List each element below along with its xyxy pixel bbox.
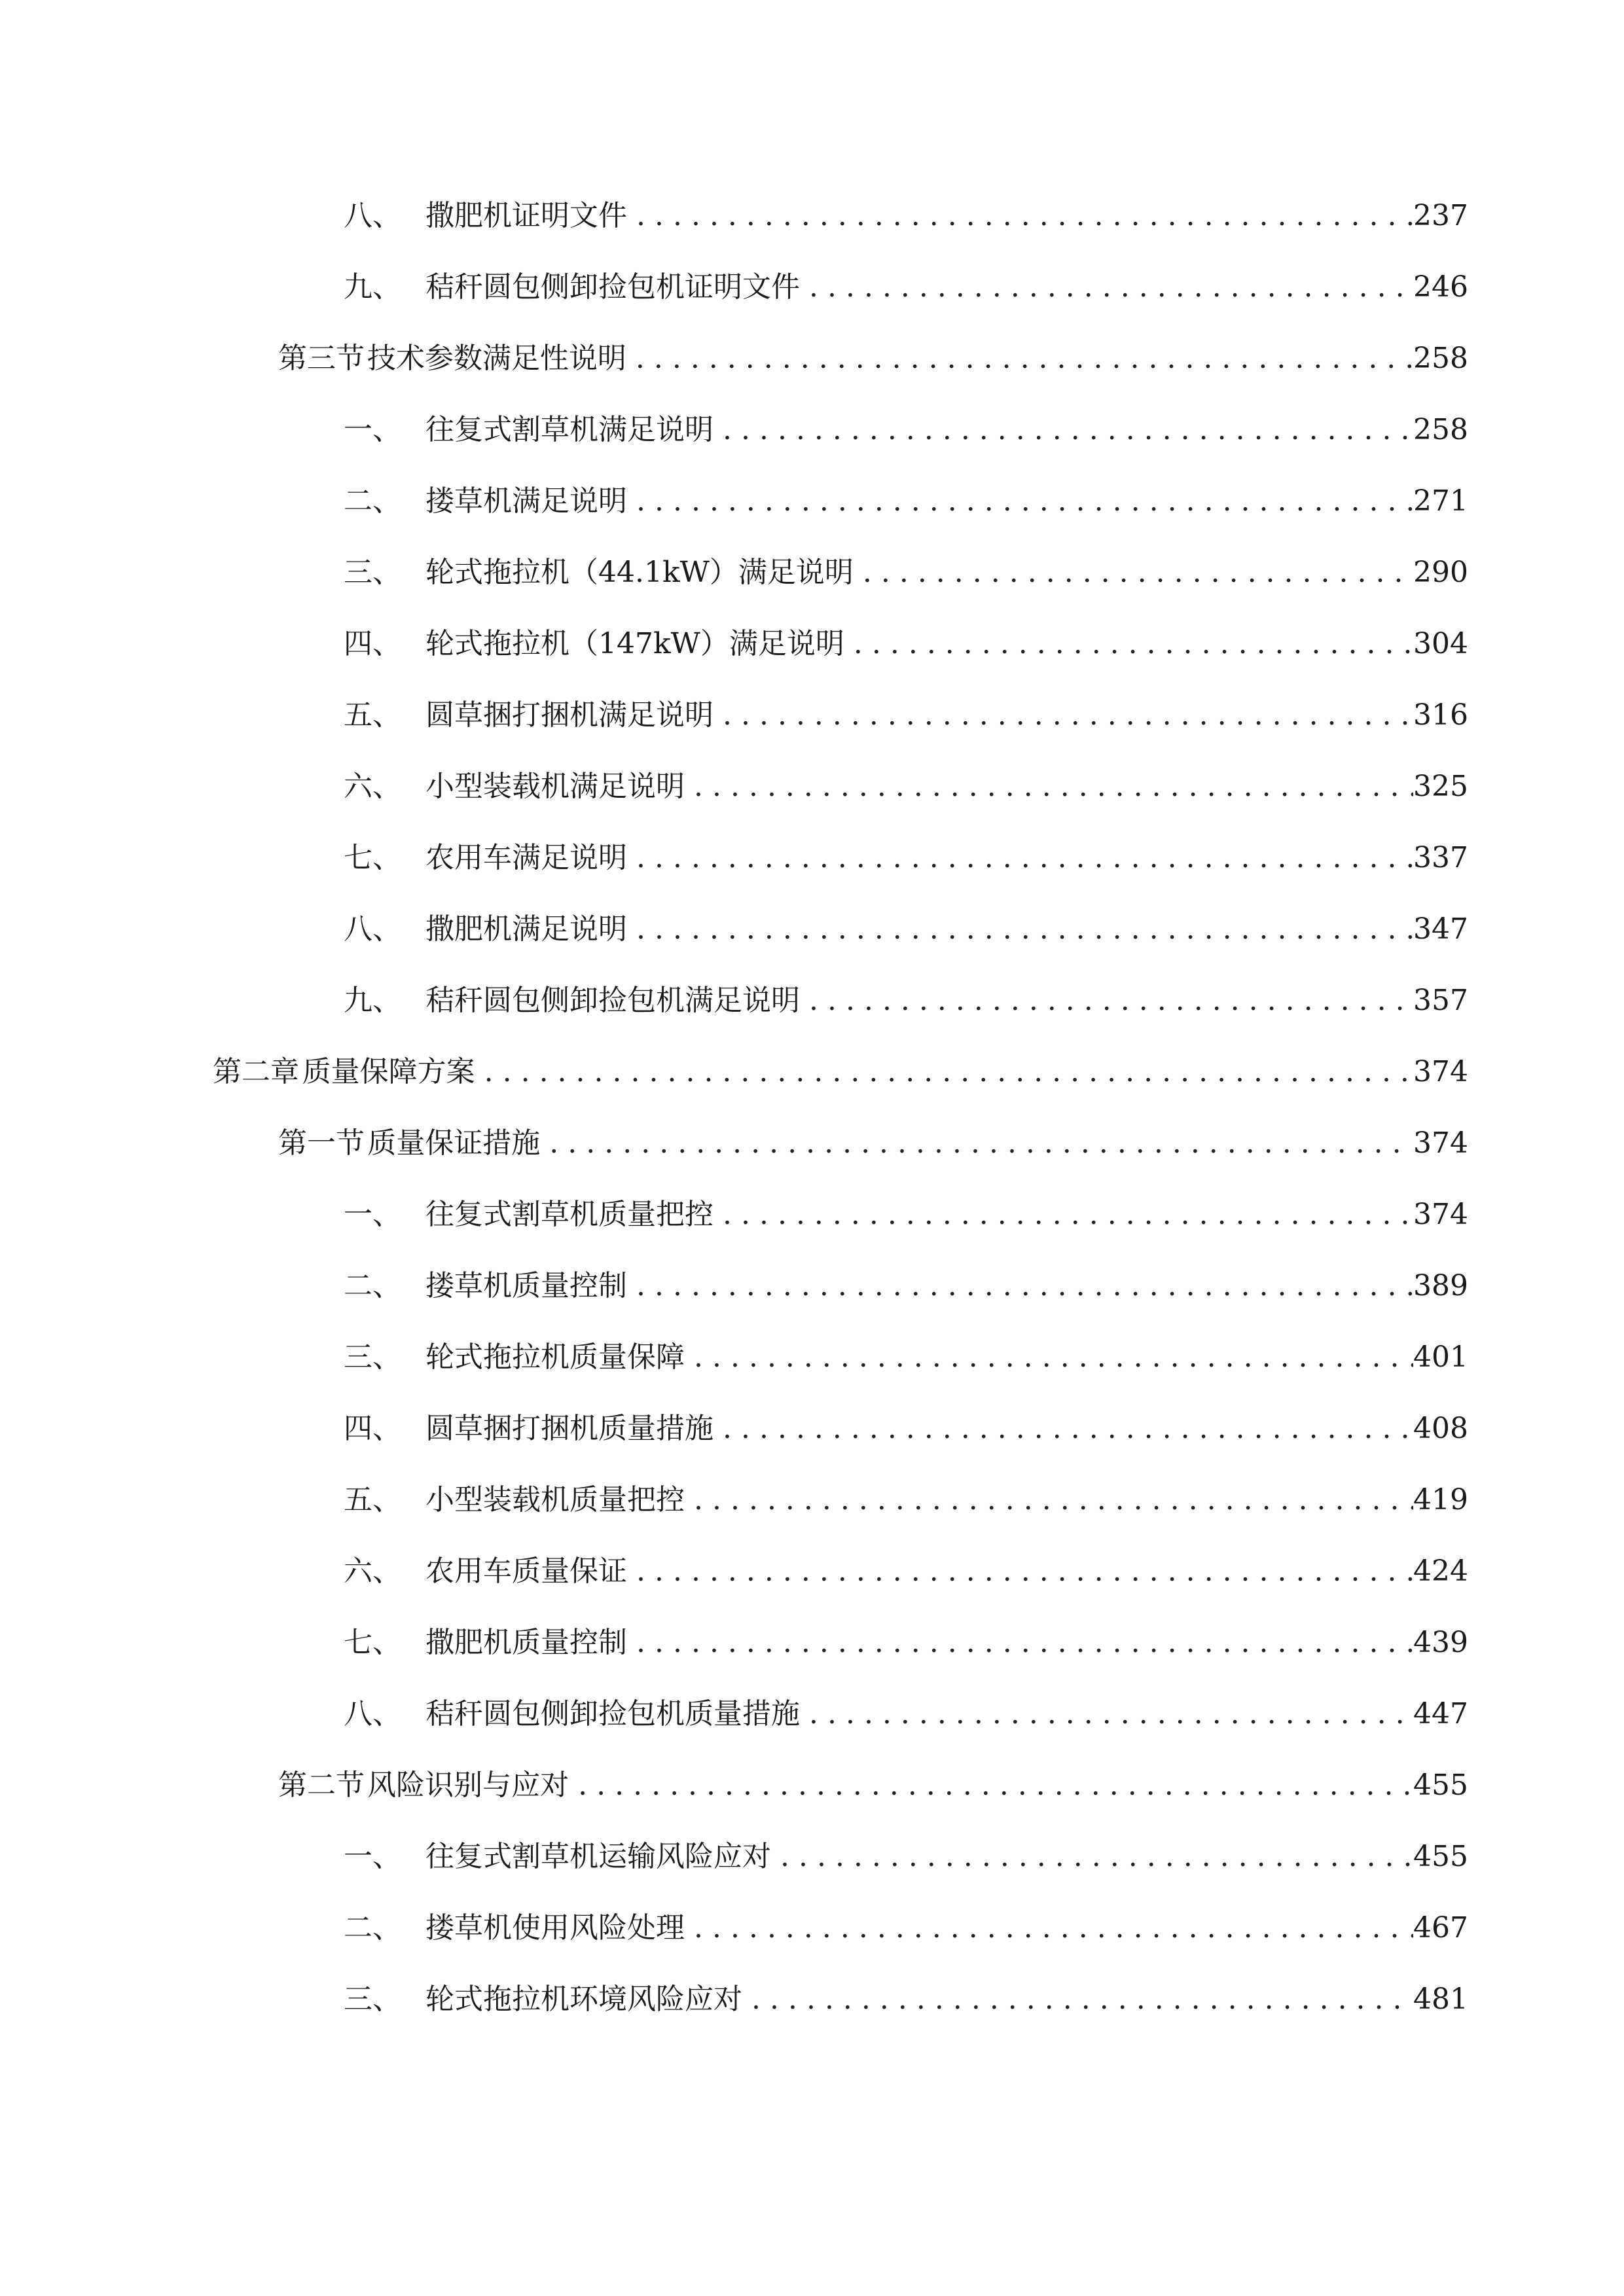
toc-entry[interactable]	[344, 550, 1468, 596]
toc-entry-page: 290	[1413, 556, 1468, 589]
toc-entry-page: 401	[1413, 1340, 1468, 1374]
toc-entry-title: 搂草机质量控制	[425, 1269, 627, 1302]
toc-entry-title: 撒肥机质量控制	[425, 1626, 627, 1659]
toc-entry-title: 搂草机满足说明	[425, 484, 627, 518]
toc-entry[interactable]	[344, 1905, 1468, 1951]
toc-entry-page: 246	[1413, 270, 1468, 304]
toc-entry-number: 三、	[344, 1982, 401, 2016]
toc-leader-dots	[636, 478, 1413, 524]
toc-entry-page: 258	[1413, 342, 1468, 375]
toc-entry-title: 轮式拖拉机环境风险应对	[425, 1982, 742, 2016]
toc-entry-title: 轮式拖拉机质量保障	[425, 1340, 685, 1374]
toc-entry[interactable]	[344, 264, 1468, 310]
toc-entry-title: 风险识别与应对	[367, 1768, 569, 1802]
toc-entry-number: 三、	[344, 556, 401, 589]
toc-entry-title: 小型装载机满足说明	[425, 770, 685, 803]
toc-entry-page: 467	[1413, 1911, 1468, 1945]
toc-entry[interactable]	[344, 478, 1468, 524]
toc-leader-dots	[809, 978, 1413, 1024]
toc-entry[interactable]	[344, 1549, 1468, 1594]
toc-entry[interactable]	[344, 1691, 1468, 1737]
toc-entry-number: 第二章	[213, 1055, 299, 1088]
toc-entry-number: 一、	[344, 413, 401, 446]
toc-entry-number: 五、	[344, 1483, 401, 1516]
toc-leader-dots	[780, 1834, 1413, 1880]
toc-entry-page: 374	[1413, 1198, 1468, 1231]
toc-entry-number: 二、	[344, 484, 401, 518]
toc-entry-page: 447	[1413, 1697, 1468, 1731]
toc-entry-number: 三、	[344, 1340, 401, 1374]
toc-entry-page: 304	[1413, 627, 1468, 660]
toc-entry-title: 往复式割草机质量把控	[425, 1198, 713, 1231]
toc-entry[interactable]	[278, 336, 1468, 382]
toc-entry-title: 质量保证措施	[367, 1126, 541, 1160]
toc-leader-dots	[723, 407, 1413, 453]
toc-leader-dots	[636, 1620, 1413, 1666]
toc-leader-dots	[863, 550, 1413, 596]
toc-entry-number: 第三节	[278, 342, 365, 375]
toc-leader-dots	[636, 336, 1413, 382]
toc-leader-dots	[636, 835, 1413, 881]
toc-entry[interactable]	[278, 1763, 1468, 1808]
toc-entry[interactable]	[344, 621, 1468, 667]
toc-entry-number: 二、	[344, 1911, 401, 1945]
toc-entry-title: 往复式割草机满足说明	[425, 413, 713, 446]
toc-entry-page: 389	[1413, 1269, 1468, 1302]
toc-entry-number: 九、	[344, 984, 401, 1017]
toc-leader-dots	[578, 1763, 1413, 1808]
toc-entry-number: 九、	[344, 270, 401, 304]
toc-entry[interactable]	[344, 1406, 1468, 1452]
toc-entry-title: 秸秆圆包侧卸捡包机满足说明	[425, 984, 800, 1017]
toc-entry-title: 小型装载机质量把控	[425, 1483, 685, 1516]
toc-entry[interactable]	[344, 1477, 1468, 1523]
toc-entry-number: 五、	[344, 698, 401, 732]
toc-entry-number: 七、	[344, 1626, 401, 1659]
toc-entry[interactable]	[344, 1977, 1468, 2022]
toc-entry-page: 271	[1413, 484, 1468, 518]
toc-leader-dots	[694, 1335, 1413, 1380]
toc-entry-title: 撒肥机证明文件	[425, 199, 627, 232]
toc-entry-number: 一、	[344, 1840, 401, 1873]
toc-leader-dots	[694, 1477, 1413, 1523]
toc-leader-dots	[854, 621, 1413, 667]
toc-entry[interactable]	[344, 978, 1468, 1024]
toc-entry-page: 424	[1413, 1554, 1468, 1588]
toc-entry[interactable]	[278, 1121, 1468, 1166]
toc-leader-dots	[549, 1121, 1413, 1166]
toc-entry-number: 六、	[344, 1554, 401, 1588]
toc-entry-number: 六、	[344, 770, 401, 803]
toc-entry-title: 秸秆圆包侧卸捡包机质量措施	[425, 1697, 800, 1731]
toc-entry[interactable]	[344, 407, 1468, 453]
toc-leader-dots	[751, 1977, 1413, 2022]
toc-entry-page: 374	[1413, 1126, 1468, 1160]
toc-entry-number: 四、	[344, 1412, 401, 1445]
toc-entry[interactable]	[344, 764, 1468, 810]
toc-entry-page: 258	[1413, 413, 1468, 446]
toc-entry-number: 第一节	[278, 1126, 365, 1160]
toc-entry-title: 质量保障方案	[302, 1055, 475, 1088]
toc-entry-page: 316	[1413, 698, 1468, 732]
toc-entry-number: 二、	[344, 1269, 401, 1302]
toc-entry-title: 技术参数满足性说明	[367, 342, 626, 375]
toc-entry[interactable]	[344, 1335, 1468, 1380]
toc-entry-title: 撒肥机满足说明	[425, 912, 627, 946]
toc-entry-page: 325	[1413, 770, 1468, 803]
toc-entry-title: 秸秆圆包侧卸捡包机证明文件	[425, 270, 800, 304]
toc-entry-page: 347	[1413, 912, 1468, 946]
toc-entry-number: 八、	[344, 1697, 401, 1731]
toc-entry-page: 337	[1413, 841, 1468, 874]
toc-entry-number: 四、	[344, 627, 401, 660]
toc-entry[interactable]	[344, 906, 1468, 952]
toc-entry-page: 357	[1413, 984, 1468, 1017]
toc-leader-dots	[809, 1691, 1413, 1737]
toc-entry-number: 八、	[344, 199, 401, 232]
toc-entry-title: 农用车满足说明	[425, 841, 627, 874]
toc-leader-dots	[694, 764, 1413, 810]
toc-entry-title: 农用车质量保证	[425, 1554, 627, 1588]
toc-leader-dots	[809, 264, 1413, 310]
toc-entry-title: 往复式割草机运输风险应对	[425, 1840, 771, 1873]
toc-entry-page: 419	[1413, 1483, 1468, 1516]
toc-leader-dots	[694, 1905, 1413, 1951]
toc-leader-dots	[723, 1192, 1413, 1238]
toc-entry-title: 圆草捆打捆机质量措施	[425, 1412, 713, 1445]
toc-entry-number: 一、	[344, 1198, 401, 1231]
toc-entry[interactable]	[344, 1263, 1468, 1309]
toc-entry-title: 轮式拖拉机（147kW）满足说明	[425, 627, 844, 660]
toc-leader-dots	[636, 906, 1413, 952]
toc-entry-page: 455	[1413, 1840, 1468, 1873]
toc-entry[interactable]	[344, 1620, 1468, 1666]
toc-leader-dots	[723, 692, 1413, 738]
toc-entry[interactable]	[344, 1192, 1468, 1238]
toc-leader-dots	[484, 1049, 1413, 1095]
toc-entry[interactable]	[344, 193, 1468, 239]
toc-entry[interactable]	[344, 835, 1468, 881]
toc-leader-dots	[636, 193, 1413, 239]
toc-entry-page: 408	[1413, 1412, 1468, 1445]
toc-entry-number: 七、	[344, 841, 401, 874]
toc-entry[interactable]	[344, 1834, 1468, 1880]
toc-entry-title: 搂草机使用风险处理	[425, 1911, 685, 1945]
toc-entry-title: 圆草捆打捆机满足说明	[425, 698, 713, 732]
toc-entry-title: 轮式拖拉机（44.1kW）满足说明	[425, 556, 854, 589]
toc-entry-page: 439	[1413, 1626, 1468, 1659]
toc-entry[interactable]	[213, 1049, 1468, 1095]
toc-entry-number: 第二节	[278, 1768, 365, 1802]
toc-entry-page: 374	[1413, 1055, 1468, 1088]
toc-leader-dots	[636, 1549, 1413, 1594]
toc-entry[interactable]	[344, 692, 1468, 738]
toc-entry-number: 八、	[344, 912, 401, 946]
toc-leader-dots	[636, 1263, 1413, 1309]
toc-entry-page: 481	[1413, 1982, 1468, 2016]
toc-leader-dots	[723, 1406, 1413, 1452]
toc-entry-page: 237	[1413, 199, 1468, 232]
toc-entry-page: 455	[1413, 1768, 1468, 1802]
